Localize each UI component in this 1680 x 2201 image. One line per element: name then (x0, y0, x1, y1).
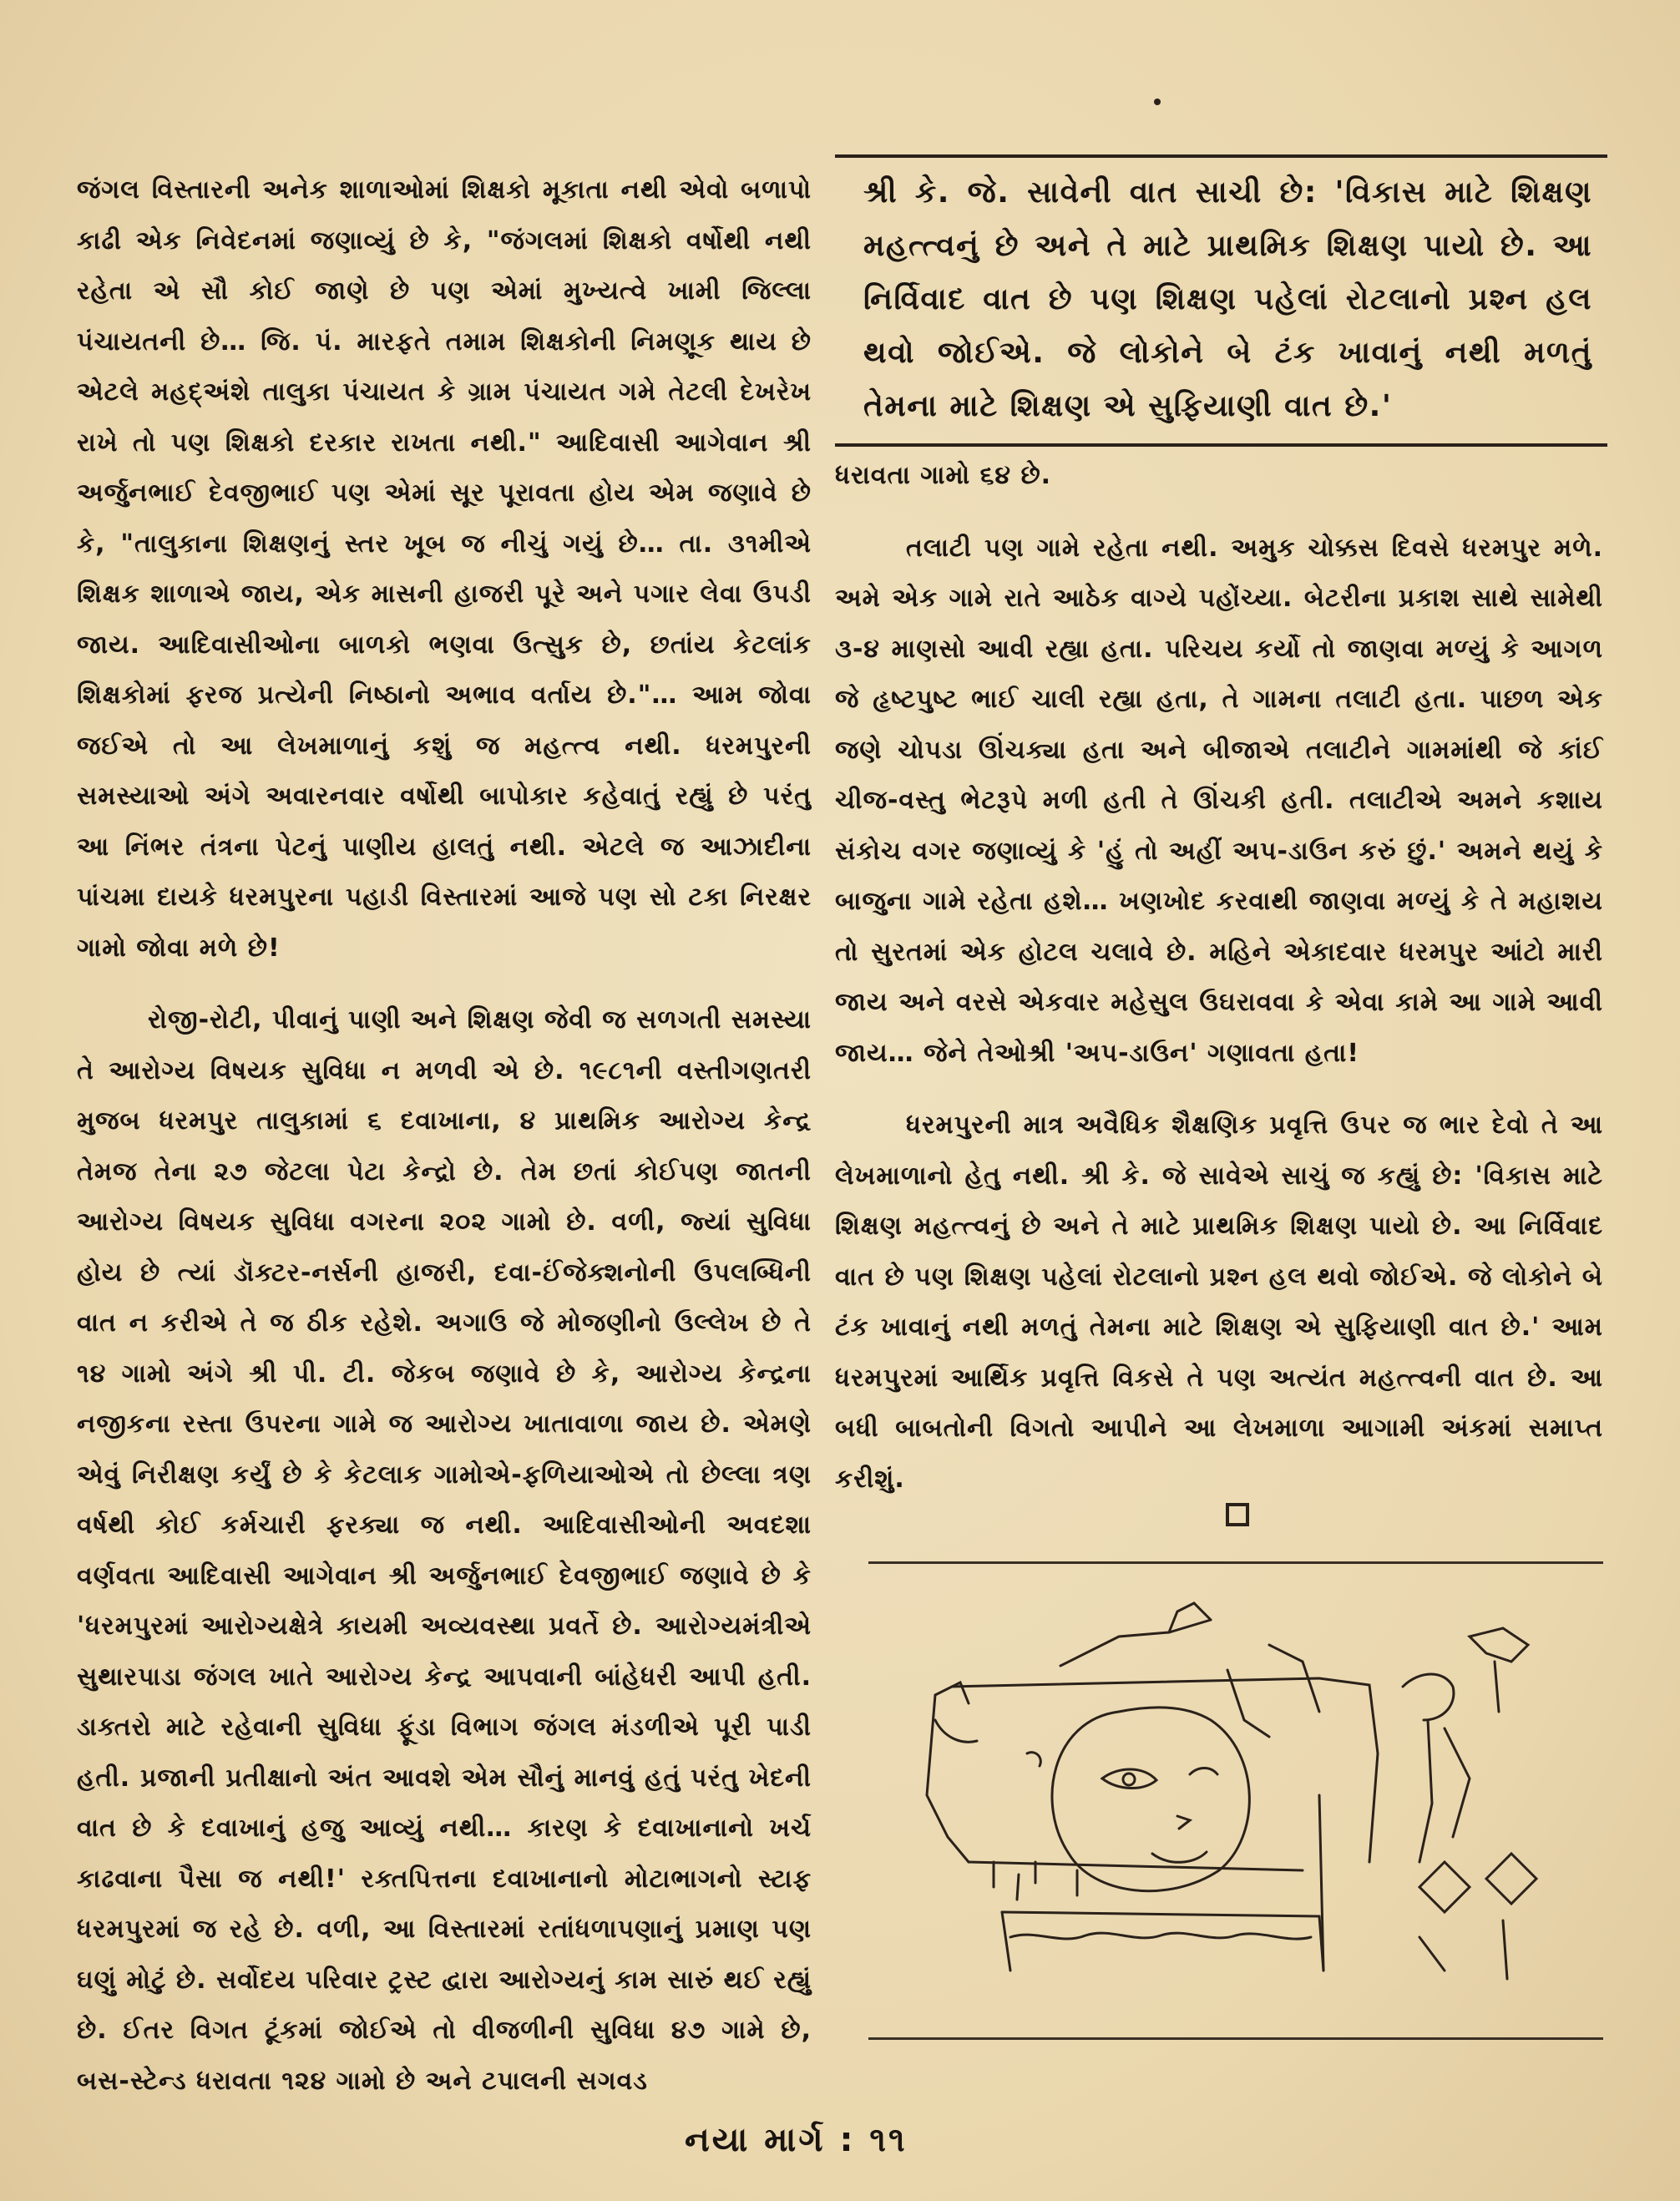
right-paragraph-2: તલાટી પણ ગામે રહેતા નથી. અમુક ચોક્કસ દિવસે ધરમપુર મળે. અમે એક ગામે રાતે આઠેક વાગ્યે પહોંચ્યા. બેટરીના પ્રકાશ સાથે સામેથી ૩-૪ માણસો આવી રહ્યા હતા. પરિચય કર્યો તો જાણવા મળ્યું કે આગળ જે હૃષ્ટપુષ્ટ ભાઈ ચાલી રહ્યા હતા, તે ગામના તલાટી હતા. પાછળ એક જણે ચોપડા ઊંચક્યા હતા અને બીજાએ તલાટીને ગામમાંથી જે કાંઈ ચીજ-વસ્તુ ભેટરૂપે મળી હતી તે ઊંચકી હતી. તલાટીએ અમને કશાય સંકોચ વગર જણાવ્યું કે 'હું તો અહીં અપ-ડાઉન કરું છું.' અમને થયું કે બાજુના ગામે રહેતા હશે… ખણખોદ કરવાથી જાણવા મળ્યું કે તે મહાશય તો સુરતમાં એક હોટલ ચલાવે છે. મહિને એકાદવાર ધરમપુર આંટો મારી જાય અને વરસે એકવાર મહેસુલ ઉઘરાવવા કે એવા કામે આ ગામે આવી જાય… જેને તેઓશ્રી 'અપ-ડાઉન' ગણાવતા હતા! (835, 533, 1603, 1068)
left-paragraph-2: રોજી-રોટી, પીવાનું પાણી અને શિક્ષણ જેવી જ સળગતી સમસ્યા તે આરોગ્ય વિષયક સુવિધા ન મળવી એ છે. ૧૯૮૧ની વસ્તીગણતરી મુજબ ધરમપુર તાલુકામાં ૬ દવાખાના, ૪ પ્રાથમિક આરોગ્ય કેન્દ્ર તેમજ તેના ૨૭ જેટલા પેટા કેન્દ્રો છે. તેમ છતાં કોઈપણ જાતની આરોગ્ય વિષયક સુવિધા વગરના ૨૦૨ ગામો છે. વળી, જ્યાં સુવિધા હોય છે ત્યાં ડૉક્ટર-નર્સની હાજરી, દવા-ઈંજેક્શનોની ઉપલબ્ધિની વાત ન કરીએ તે જ ઠીક રહેશે. અગાઉ જે મોજણીનો ઉલ્લેખ છે તે ૧૪ ગામો અંગે શ્રી પી. ટી. જેકબ જણાવે છે કે, આરોગ્ય કેન્દ્રના નજીકના રસ્તા ઉપરના ગામે જ આરોગ્ય ખાતાવાળા જાય છે. એમણે એવું નિરીક્ષણ કર્યું છે કે કેટલાક ગામોએ-ફળિયાઓએ તો છેલ્લા ત્રણ વર્ષથી કોઈ કર્મચારી ફરક્યા જ નથી. આદિવાસીઓની અવદશા વર્ણવતા આદિવાસી આગેવાન શ્રી અર્જુનભાઈ દેવજીભાઈ જણાવે છે કે 'ધરમપુરમાં આરોગ્યક્ષેત્રે કાયમી અવ્યવસ્થા પ્રવર્તે છે. આરોગ્યમંત્રીએ સુથારપાડા જંગલ ખાતે આરોગ્ય કેન્દ્ર આપવાની બાંહેધરી આપી હતી. ડાક્તરો માટે રહેવાની સુવિધા ફૂંડા વિભાગ જંગલ મંડળીએ પૂરી પાડી હતી. પ્રજાની પ્રતીક્ષાનો અંત આવશે એમ સૌનું માનવું હતું પરંતુ ખેદની વાત છે કે દવાખાનું હજુ આવ્યું નથી… કારણ કે દવાખાનાનો ખર્ચ કાઢવાના પૈસા જ નથી!' રક્તપિત્તના દવાખાનાનો મોટાભાગનો સ્ટાફ ધરમપુરમાં જ રહે છે. વળી, આ વિસ્તારમાં રતાંધળાપણાનું પ્રમાણ પણ ઘણું મોટું છે. સર્વોદય પરિવાર ટ્રસ્ટ દ્વારા આરોગ્યનું કામ સારું થઈ રહ્યું છે. ઈતર વિગત ટૂંકમાં જોઈએ તો વીજળીની સુવિધા ૪૭ ગામે છે, બસ-સ્ટેન્ડ ધરાવતા ૧૨૪ ગામો છે અને ટપાલની સગવડ (77, 1005, 812, 2096)
ink-dot (1154, 99, 1161, 105)
right-column (835, 451, 1603, 1526)
pull-quote-box (835, 154, 1607, 447)
line-drawing-illustration (868, 1586, 1603, 2021)
left-column (77, 165, 812, 2128)
end-of-article-mark (1226, 1503, 1249, 1526)
right-paragraph-1: ધરાવતા ગામો ૬૪ છે. (835, 461, 1052, 490)
left-paragraph-1: જંગલ વિસ્તારની અનેક શાળાઓમાં શિક્ષકો મૂકાતા નથી એવો બળાપો કાઢી એક નિવેદનમાં જણાવ્યું છે કે, "જંગલમાં શિક્ષકો વર્ષોથી નથી રહેતા એ સૌ કોઈ જાણે છે પણ એમાં મુખ્યત્વે ખામી જિલ્લા પંચાયતની છે… જિ. પં. મારફતે તમામ શિક્ષકોની નિમણૂક થાય છે એટલે મહદ્અંશે તાલુકા પંચાયત કે ગ્રામ પંચાયત ગમે તેટલી દેખરેખ રાખે તો પણ શિક્ષકો દરકાર રાખતા નથી." આદિવાસી આગેવાન શ્રી અર્જુનભાઈ દેવજીભાઈ પણ એમાં સૂર પૂરાવતા હોય એમ જણાવે છે કે, "તાલુકાના શિક્ષણનું સ્તર ખૂબ જ નીચું ગયું છે… તા. ૩૧મીએ શિક્ષક શાળાએ જાય, એક માસની હાજરી પૂરે અને પગાર લેવા ઉપડી જાય. આદિવાસીઓના બાળકો ભણવા ઉત્સુક છે, છતાંય કેટલાંક શિક્ષકોમાં ફરજ પ્રત્યેની નિષ્ઠાનો અભાવ વર્તાય છે."… આમ જોવા જઈએ તો આ લેખમાળાનું કશું જ મહત્ત્વ નથી. ધરમપુરની સમસ્યાઓ અંગે અવારનવાર વર્ષોથી બાપોકાર કહેવાતું રહ્યું છે પરંતુ આ નિંભર તંત્રના પેટનું પાણીય હાલતું નથી. એટલે જ આઝાદીના પાંચમા દાયકે ધરમપુરના પહાડી વિસ્તારમાં આજે પણ સો ટકા નિરક્ષર ગામો જોવા મળે છે! (77, 175, 812, 963)
illustration-top-rule (868, 1561, 1603, 1564)
illustration-bottom-rule (868, 2037, 1603, 2040)
page-footer: નયા માર્ગ : ૧૧ (685, 2121, 908, 2159)
pull-quote-text: શ્રી કે. જે. સાવેની વાત સાચી છે: 'વિકાસ માટે શિક્ષણ મહત્ત્વનું છે અને તે માટે પ્રાથમિક શિક્ષણ પાયો છે. આ નિર્વિવાદ વાત છે પણ શિક્ષણ પહેલાં રોટલાનો પ્રશ્ન હલ થવો જોઈએ. જે લોકોને બે ટંક ખાવાનું નથી મળતું તેમના માટે શિક્ષણ એ સુફિયાણી વાત છે.' (863, 175, 1592, 423)
right-paragraph-3: ધરમપુરની માત્ર અવૈધિક શૈક્ષણિક પ્રવૃત્તિ ઉપર જ ભાર દેવો તે આ લેખમાળાનો હેતુ નથી. શ્રી કે. જે સાવેએ સાચું જ કહ્યું છે: 'વિકાસ માટે શિક્ષણ મહત્ત્વનું છે અને તે માટે પ્રાથમિક શિક્ષણ પાયો છે. આ નિર્વિવાદ વાત છે પણ શિક્ષણ પહેલાં રોટલાનો પ્રશ્ન હલ થવો જોઈએ. જે લોકોને બે ટંક ખાવાનું નથી મળતું તેમના માટે શિક્ષણ એ સુફિયાણી વાત છે.' આમ ધરમપુરમાં આર્થિક પ્રવૃત્તિ વિકસે તે પણ અત્યંત મહત્ત્વની વાત છે. આ બધી બાબતોની વિગતો આપીને આ લેખમાળા આગામી અંકમાં સમાપ્ત કરીશું. (835, 1111, 1603, 1494)
